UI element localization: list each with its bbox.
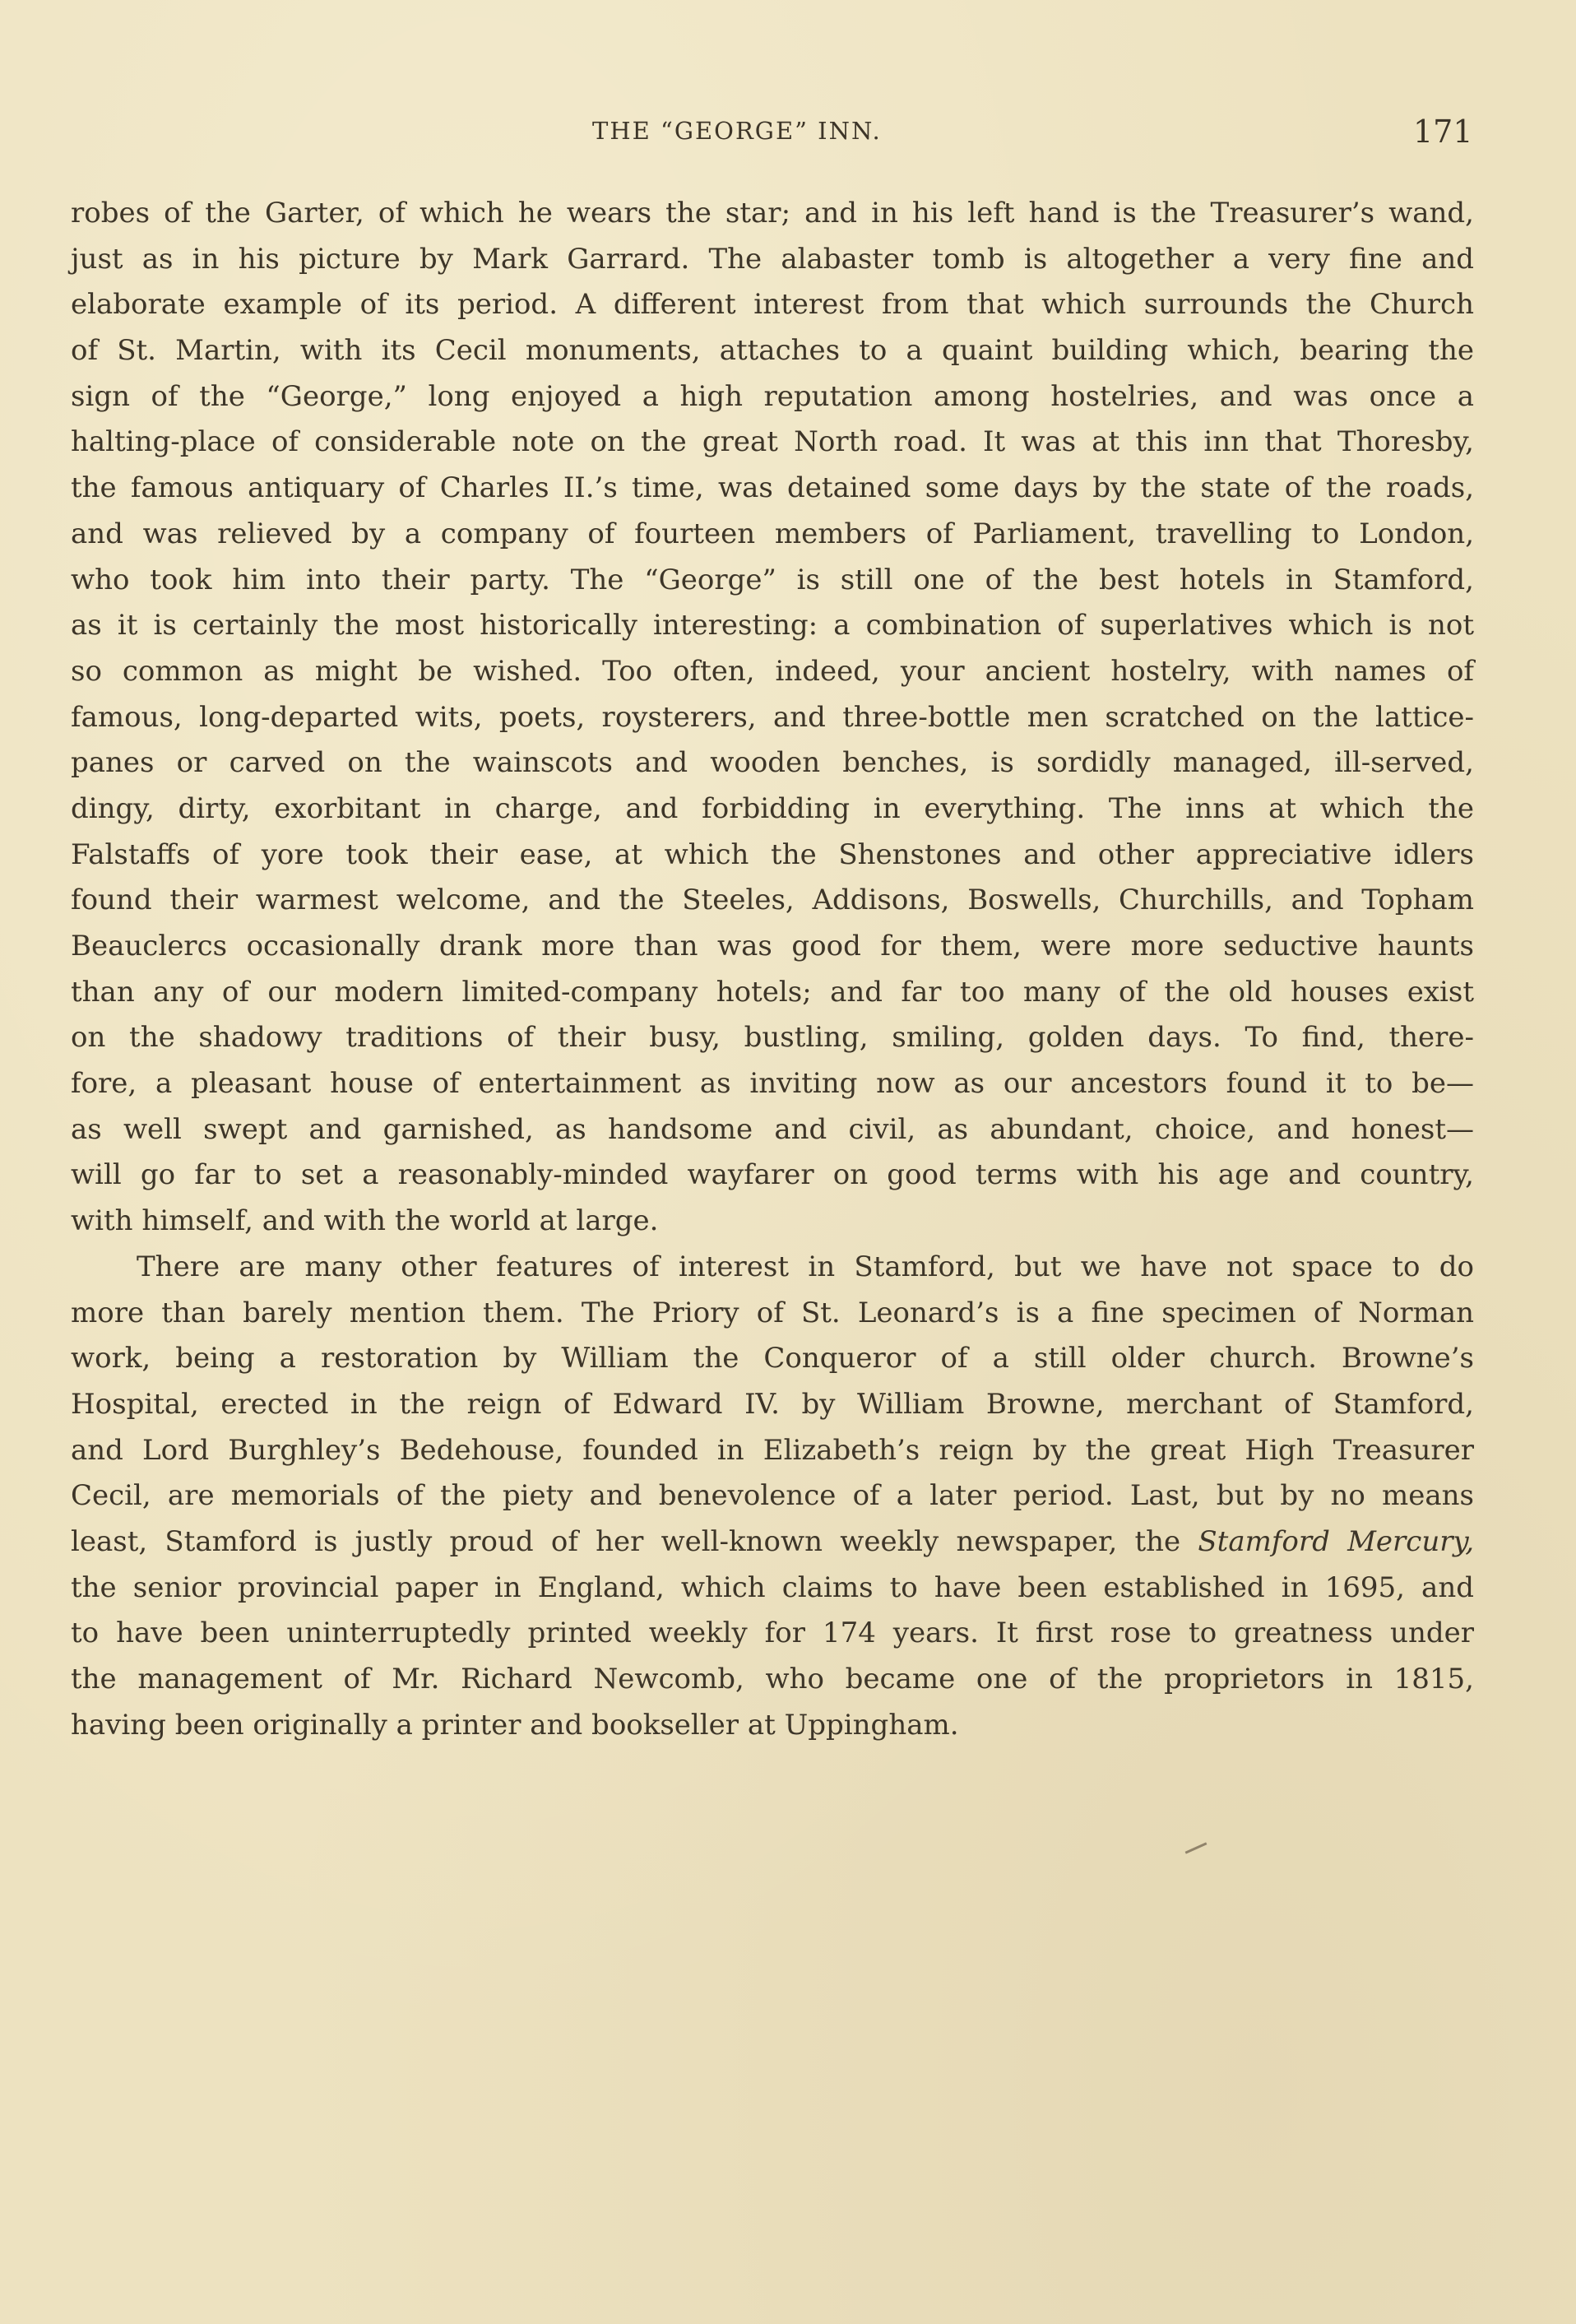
- paragraph-1: [71, 191, 1474, 1245]
- text-line: Beauclercs occasionally drank more than was good for them, were more seductive haunts: [71, 930, 1474, 963]
- text-line: robes of the Garter, of which he wears the star; and in his left hand is the Treasurer’s wand,: [71, 197, 1474, 230]
- text-line: on the shadowy traditions of their busy, bustling, smiling, golden days. To find, there-: [71, 1021, 1474, 1055]
- text-line: with himself, and with the world at large.: [71, 1204, 659, 1238]
- text-line: so common as might be wished. Too often, indeed, your ancient hostelry, with names of: [71, 654, 1474, 688]
- text-line: Falstaffs of yore took their ease, at which the Shenstones and other appreciative idlers: [71, 837, 1474, 871]
- text-line: sign of the “George,” long enjoyed a high reputation among hostelries, and was once a: [71, 379, 1474, 413]
- text-line: as it is certainly the most historically interesting: a combination of superlatives which is not: [71, 609, 1474, 642]
- text-line: the senior provincial paper in England, which claims to have been established in 1695, and: [71, 1570, 1474, 1604]
- text-line: the management of Mr. Richard Newcomb, who became one of the proprietors in 1815,: [71, 1663, 1474, 1695]
- text-line: Cecil, are memorials of the piety and benevolence of a later period. Last, but by no means: [71, 1479, 1474, 1513]
- paragraph-2: [71, 1245, 1474, 1749]
- text-line: found their warmest welcome, and the Steeles, Addisons, Boswells, Churchills, and Topham: [71, 884, 1474, 917]
- text-segment: least, Stamford is justly proud of her well-known weekly newspaper, the: [71, 1524, 1198, 1558]
- text-line: will go far to set a reasonably-minded wayfarer on good terms with his age and country,: [71, 1158, 1474, 1192]
- body-text: [71, 191, 1474, 1748]
- text-line: as well swept and garnished, as handsome and civil, as abundant, choice, and honest—: [71, 1112, 1474, 1146]
- running-title: THE “GEORGE” INN.: [592, 117, 882, 145]
- text-line: dingy, dirty, exorbitant in charge, and forbidding in everything. The inns at which the: [71, 791, 1474, 825]
- text-line: of St. Martin, with its Cecil monuments, attaches to a quaint building which, bearing the: [71, 334, 1474, 368]
- ink-speck: [1185, 1842, 1207, 1853]
- text-line: having been originally a printer and bookseller at Uppingham.: [71, 1708, 959, 1742]
- text-line: halting-place of considerable note on the great North road. It was at this inn that Thoresby,: [71, 425, 1474, 459]
- text-line: to have been uninterruptedly printed weekly for 174 years. It first rose to greatness under: [71, 1617, 1474, 1650]
- text-line: famous, long-departed wits, poets, roysterers, and three-bottle men scratched on the lattice-: [71, 700, 1474, 734]
- text-line: panes or carved on the wainscots and wooden benches, is sordidly managed, ill-served,: [71, 746, 1474, 780]
- text-line: elaborate example of its period. A different interest from that which surrounds the Church: [71, 288, 1474, 322]
- text-line: Hospital, erected in the reign of Edward IV. by William Browne, merchant of Stamford,: [71, 1387, 1474, 1421]
- text-line: work, being a restoration by William the Conqueror of a still older church. Browne’s: [71, 1342, 1474, 1375]
- text-line: and Lord Burghley’s Bedehouse, founded in Elizabeth’s reign by the great High Treasurer: [71, 1433, 1474, 1467]
- text-line: There are many other features of interest in Stamford, but we have not space to do: [137, 1250, 1474, 1283]
- running-head: [0, 114, 1576, 158]
- text-line: more than barely mention them. The Priory of St. Leonard’s is a fine specimen of Norman: [71, 1296, 1474, 1329]
- text-line: just as in his picture by Mark Garrard. The alabaster tomb is altogether a very fine and: [71, 242, 1474, 276]
- text-line: who took him into their party. The “George” is still one of the best hotels in Stamford,: [71, 563, 1474, 596]
- page-number: 171: [1413, 114, 1473, 150]
- text-line: and was relieved by a company of fourteen members of Parliament, travelling to London,: [71, 517, 1474, 550]
- text-line: than any of our modern limited-company hotels; and far too many of the old houses exist: [71, 975, 1474, 1009]
- newspaper-title: Stamford Mercury,: [1198, 1524, 1474, 1558]
- text-line: [71, 1519, 1474, 1566]
- text-line: the famous antiquary of Charles II.’s time, was detained some days by the state of the roads,: [71, 471, 1474, 505]
- text-line: fore, a pleasant house of entertainment as inviting now as our ancestors found it to be—: [71, 1067, 1474, 1101]
